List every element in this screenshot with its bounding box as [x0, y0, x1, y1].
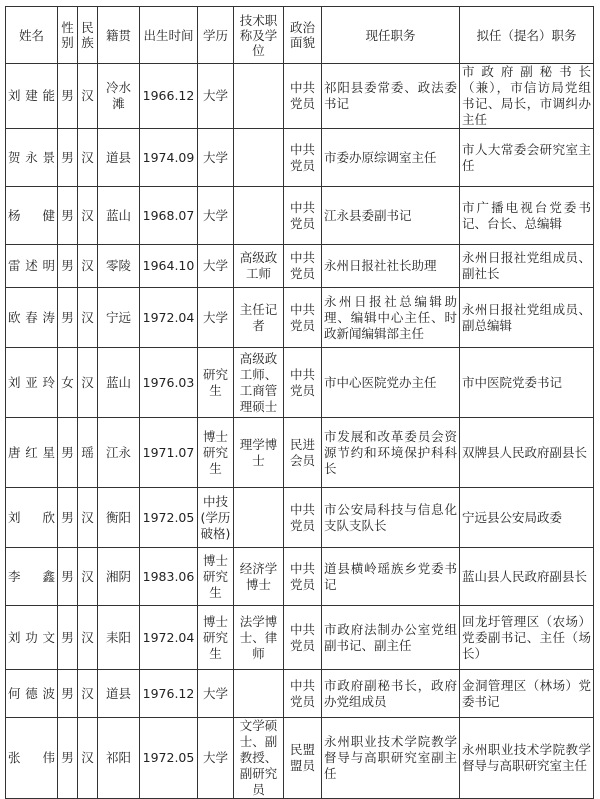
person-name: 贺永景 [6, 129, 58, 187]
education: 大学 [198, 718, 234, 799]
header-current-position: 现任职务 [322, 7, 460, 64]
person-name: 李 鑫 [6, 548, 58, 606]
current-position: 市委办原综调室主任 [322, 129, 460, 187]
header-education: 学历 [198, 7, 234, 64]
birth-date: 1983.06 [140, 548, 198, 606]
person-name: 唐红星 [6, 418, 58, 488]
education: 大学 [198, 670, 234, 718]
proposed-position: 双牌县人民政府副县长 [460, 418, 594, 488]
political-status: 中共党员 [284, 548, 322, 606]
proposed-position: 永州职业技术学院教学督导与高职研究室主任 [460, 718, 594, 799]
proposed-position: 蓝山县人民政府副县长 [460, 548, 594, 606]
origin: 冷水滩 [98, 64, 140, 129]
gender: 男 [58, 606, 78, 670]
ethnicity: 汉 [78, 348, 98, 418]
birth-date: 1976.03 [140, 348, 198, 418]
political-status: 中共党员 [284, 245, 322, 288]
ethnicity: 汉 [78, 129, 98, 187]
origin: 宁远 [98, 288, 140, 348]
proposed-position: 宁远县公安局政委 [460, 488, 594, 548]
gender: 男 [58, 129, 78, 187]
table-row [6, 548, 594, 606]
birth-date: 1972.04 [140, 606, 198, 670]
current-position: 永州日报社社长助理 [322, 245, 460, 288]
header-proposed-position: 拟任（提名）职务 [460, 7, 594, 64]
table-row [6, 129, 594, 187]
current-position: 道县横岭瑶族乡党委书记 [322, 548, 460, 606]
current-position: 永州职业技术学院教学督导与高职研究室副主任 [322, 718, 460, 799]
birth-date: 1972.05 [140, 718, 198, 799]
ethnicity: 汉 [78, 548, 98, 606]
proposed-position: 回龙圩管理区（农场）党委副书记、主任（场长） [460, 606, 594, 670]
table-row [6, 418, 594, 488]
ethnicity: 汉 [78, 245, 98, 288]
political-status: 中共党员 [284, 187, 322, 245]
tech-title [234, 129, 284, 187]
political-status: 中共党员 [284, 606, 322, 670]
current-position: 市发展和改革委员会资源节约和环境保护科科长 [322, 418, 460, 488]
person-name: 杨 健 [6, 187, 58, 245]
table-row [6, 64, 594, 129]
origin: 湘阴 [98, 548, 140, 606]
gender: 男 [58, 64, 78, 129]
current-position: 祁阳县委常委、政法委书记 [322, 64, 460, 129]
education: 大学 [198, 64, 234, 129]
header-origin: 籍贯 [98, 7, 140, 64]
birth-date: 1972.04 [140, 288, 198, 348]
tech-title [234, 64, 284, 129]
tech-title: 法学博士、律师 [234, 606, 284, 670]
person-name: 刘建能 [6, 64, 58, 129]
birth-date: 1966.12 [140, 64, 198, 129]
table-row [6, 245, 594, 288]
appointment-table [5, 6, 594, 799]
education: 中技(学历破格) [198, 488, 234, 548]
education: 博士研究生 [198, 606, 234, 670]
table-row [6, 718, 594, 799]
origin: 耒阳 [98, 606, 140, 670]
gender: 女 [58, 348, 78, 418]
political-status: 民进会员 [284, 418, 322, 488]
political-status: 中共党员 [284, 64, 322, 129]
table-row [6, 606, 594, 670]
origin: 祁阳 [98, 718, 140, 799]
table-row [6, 187, 594, 245]
tech-title: 文学硕士、副教授、副研究员 [234, 718, 284, 799]
ethnicity: 汉 [78, 718, 98, 799]
origin: 衡阳 [98, 488, 140, 548]
table-row [6, 288, 594, 348]
person-name: 何德波 [6, 670, 58, 718]
tech-title: 经济学博士 [234, 548, 284, 606]
proposed-position: 市广播电视台党委书记、台长、总编辑 [460, 187, 594, 245]
header-gender: 性别 [58, 7, 78, 64]
proposed-position: 市政府副秘书长（兼），市信访局党组书记、局长，市调纠办主任 [460, 64, 594, 129]
political-status: 中共党员 [284, 348, 322, 418]
gender: 男 [58, 548, 78, 606]
appointment-table-container [5, 6, 594, 799]
political-status: 中共党员 [284, 670, 322, 718]
political-status: 中共党员 [284, 129, 322, 187]
proposed-position: 金洞管理区（林场）党委书记 [460, 670, 594, 718]
birth-date: 1972.05 [140, 488, 198, 548]
person-name: 张 伟 [6, 718, 58, 799]
gender: 男 [58, 670, 78, 718]
person-name: 欧春涛 [6, 288, 58, 348]
education: 研究生 [198, 348, 234, 418]
tech-title [234, 187, 284, 245]
birth-date: 1976.12 [140, 670, 198, 718]
tech-title [234, 488, 284, 548]
table-row [6, 348, 594, 418]
gender: 男 [58, 418, 78, 488]
header-name: 姓名 [6, 7, 58, 64]
current-position: 市政府副秘书长，政府办党组成员 [322, 670, 460, 718]
current-position: 永州日报社总编辑助理、编辑中心主任、时政新闻编辑部主任 [322, 288, 460, 348]
education: 大学 [198, 288, 234, 348]
ethnicity: 汉 [78, 288, 98, 348]
ethnicity: 汉 [78, 187, 98, 245]
header-ethnicity: 民族 [78, 7, 98, 64]
person-name: 刘亚玲 [6, 348, 58, 418]
ethnicity: 瑶 [78, 418, 98, 488]
gender: 男 [58, 245, 78, 288]
education: 大学 [198, 187, 234, 245]
proposed-position: 永州日报社党组成员、副社长 [460, 245, 594, 288]
origin: 道县 [98, 129, 140, 187]
ethnicity: 汉 [78, 488, 98, 548]
education: 博士研究生 [198, 418, 234, 488]
person-name: 刘 欣 [6, 488, 58, 548]
education: 大学 [198, 129, 234, 187]
gender: 男 [58, 187, 78, 245]
birth-date: 1971.07 [140, 418, 198, 488]
origin: 零陵 [98, 245, 140, 288]
header-title: 技术职称及学位 [234, 7, 284, 64]
proposed-position: 永州日报社党组成员、副总编辑 [460, 288, 594, 348]
origin: 江永 [98, 418, 140, 488]
tech-title [234, 670, 284, 718]
tech-title: 高级政工师、工商管理硕士 [234, 348, 284, 418]
proposed-position: 市中医院党委书记 [460, 348, 594, 418]
proposed-position: 市人大常委会研究室主任 [460, 129, 594, 187]
political-status: 民盟盟员 [284, 718, 322, 799]
person-name: 雷述明 [6, 245, 58, 288]
tech-title: 主任记者 [234, 288, 284, 348]
political-status: 中共党员 [284, 488, 322, 548]
origin: 蓝山 [98, 187, 140, 245]
gender: 男 [58, 288, 78, 348]
current-position: 市中心医院党办主任 [322, 348, 460, 418]
origin: 蓝山 [98, 348, 140, 418]
birth-date: 1968.07 [140, 187, 198, 245]
tech-title: 高级政工师 [234, 245, 284, 288]
birth-date: 1964.10 [140, 245, 198, 288]
gender: 男 [58, 718, 78, 799]
person-name: 刘功文 [6, 606, 58, 670]
tech-title: 理学博士 [234, 418, 284, 488]
birth-date: 1974.09 [140, 129, 198, 187]
ethnicity: 汉 [78, 64, 98, 129]
ethnicity: 汉 [78, 606, 98, 670]
table-row [6, 488, 594, 548]
education: 大学 [198, 245, 234, 288]
origin: 道县 [98, 670, 140, 718]
table-row [6, 670, 594, 718]
education: 博士研究生 [198, 548, 234, 606]
current-position: 市政府法制办公室党组副书记、副主任 [322, 606, 460, 670]
gender: 男 [58, 488, 78, 548]
ethnicity: 汉 [78, 670, 98, 718]
header-party: 政治面貌 [284, 7, 322, 64]
current-position: 市公安局科技与信息化支队支队长 [322, 488, 460, 548]
political-status: 中共党员 [284, 288, 322, 348]
header-row [6, 7, 594, 64]
header-birth: 出生时间 [140, 7, 198, 64]
current-position: 江永县委副书记 [322, 187, 460, 245]
